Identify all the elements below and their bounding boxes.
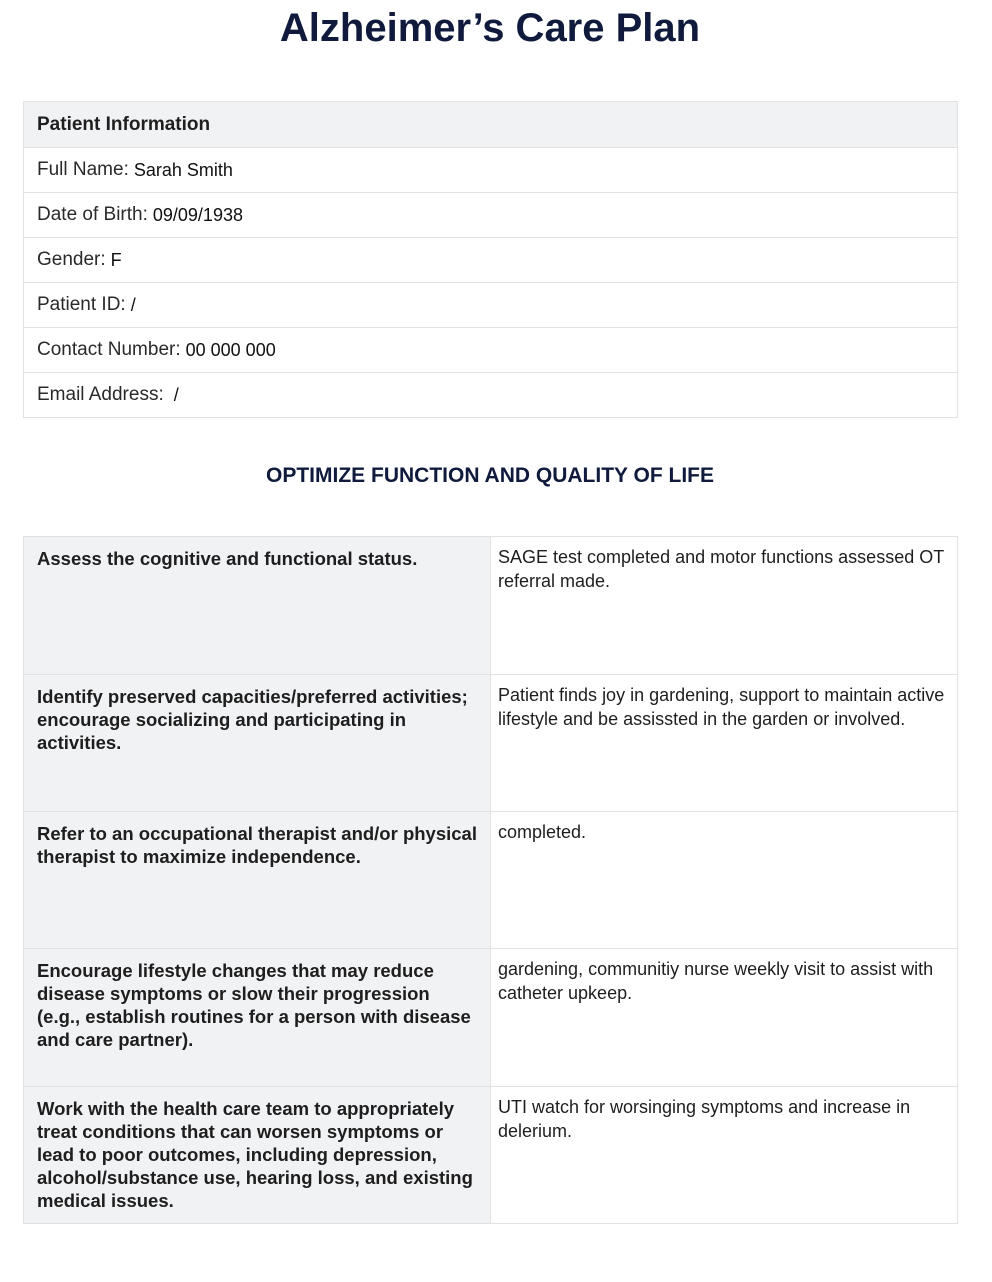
email-address-row: [24, 372, 957, 417]
goal-cell: Work with the health care team to appropriately treat conditions that can worsen symptoms or lead to poor outcomes, including depression, alcohol/substance use, hearing loss, and existing medical issues.: [24, 1087, 491, 1223]
date-of-birth-label: Date of Birth:: [37, 204, 148, 225]
note-cell[interactable]: SAGE test completed and motor functions assessed OT referral made.: [498, 547, 944, 591]
note-cell[interactable]: Patient finds joy in gardening, support to maintain active lifestyle and be assissted in the garden or involved.: [498, 685, 945, 729]
full-name-label: Full Name:: [37, 159, 129, 180]
patient-info-table: [23, 101, 958, 418]
contact-number-row: [24, 327, 957, 372]
table-row: [24, 1086, 957, 1223]
email-address-label: Email Address:: [37, 384, 164, 405]
email-address-value[interactable]: /: [168, 384, 179, 405]
patient-id-label: Patient ID:: [37, 294, 126, 315]
gender-row: [24, 237, 957, 282]
goal-cell: Encourage lifestyle changes that may reduce disease symptoms or slow their progression (e.g., establish routines for a person with disease and care partner).: [24, 949, 491, 1086]
gender-value[interactable]: F: [110, 249, 122, 270]
full-name-value[interactable]: Sarah Smith: [133, 159, 233, 180]
table-row: [24, 948, 957, 1086]
table-row: [24, 811, 957, 948]
gender-label: Gender:: [37, 249, 106, 270]
table-row: [24, 674, 957, 811]
note-cell[interactable]: gardening, communitiy nurse weekly visit to assist with catheter upkeep.: [498, 959, 934, 1003]
patient-id-row: [24, 282, 957, 327]
goal-cell: Identify preserved capacities/preferred activities; encourage socializing and participating in activities.: [24, 675, 491, 811]
note-cell[interactable]: completed.: [498, 822, 587, 842]
patient-id-value[interactable]: /: [130, 294, 136, 315]
document-title: Alzheimer’s Care Plan: [279, 6, 701, 50]
patient-info-header: Patient Information: [24, 102, 957, 147]
section-heading: OPTIMIZE FUNCTION AND QUALITY OF LIFE: [266, 464, 714, 487]
goal-cell: Refer to an occupational therapist and/or physical therapist to maximize independence.: [24, 812, 491, 948]
date-of-birth-value[interactable]: 09/09/1938: [152, 204, 243, 225]
table-row: [24, 537, 957, 674]
note-cell[interactable]: UTI watch for worsinging symptoms and increase in delerium.: [498, 1097, 911, 1141]
contact-number-label: Contact Number:: [37, 339, 181, 360]
care-plan-table: [23, 536, 958, 1224]
goal-cell: Assess the cognitive and functional status.: [24, 537, 491, 674]
full-name-row: [24, 147, 957, 192]
date-of-birth-row: [24, 192, 957, 237]
contact-number-value[interactable]: 00 000 000: [185, 339, 276, 360]
